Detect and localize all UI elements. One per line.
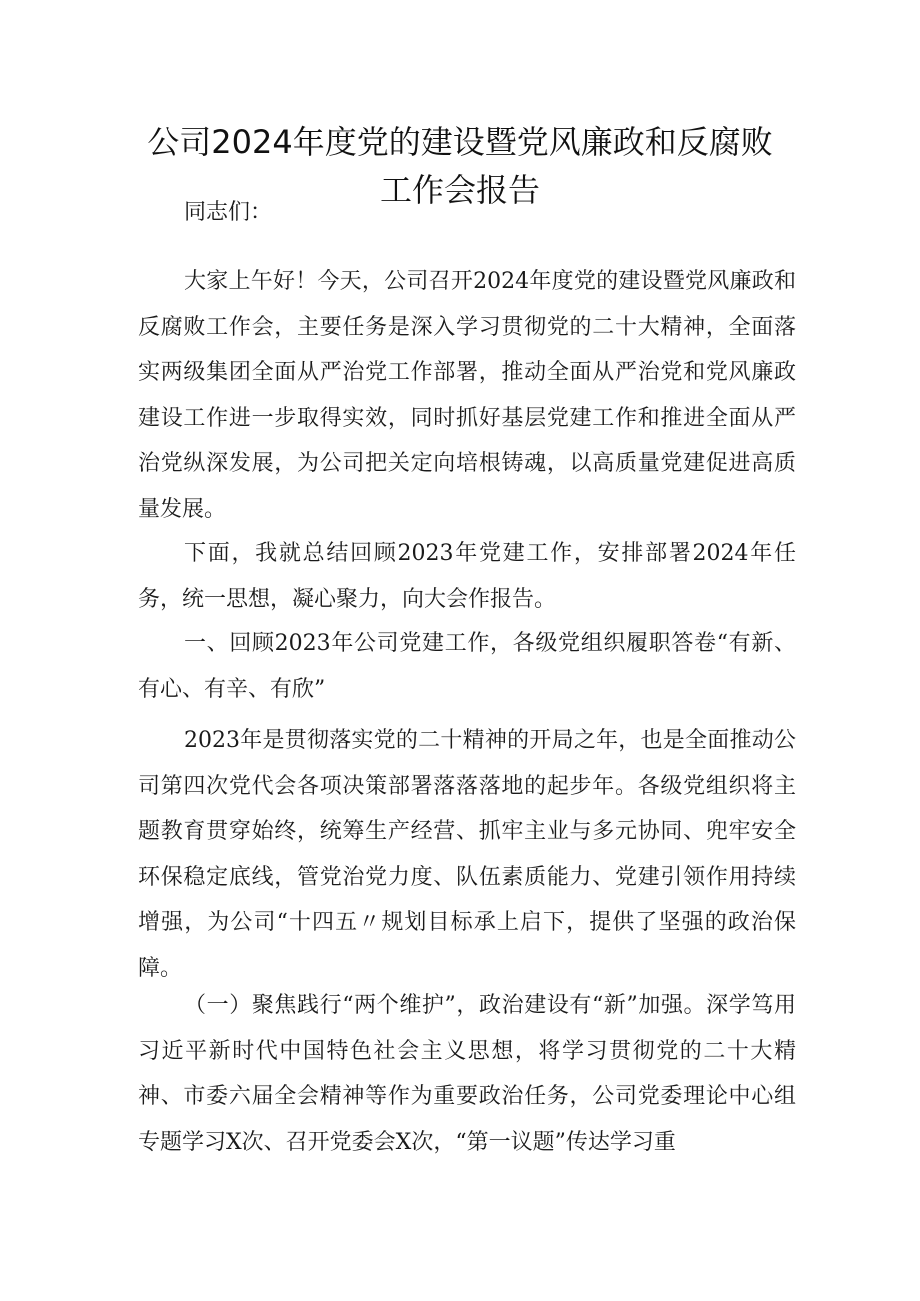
salutation-block: [138, 190, 796, 236]
document-title-line-2: 工作会报告: [379, 171, 540, 209]
paragraph-4: （一）聚焦践行“两个维护”，政治建设有“新”加强。深学笃用习近平新时代中国特色社会主义思想，将学习贯彻党的二十大精神、市委六届全会精神等作为重要政治任务，公司党委理论中心组专题学习X次、召开党委会X次，“第一议题”传达学习重: [138, 993, 796, 1155]
salutation: 同志们：: [184, 200, 273, 225]
paragraph-block-2: [138, 531, 796, 622]
paragraph-block-1: [138, 259, 796, 532]
section-heading-1: 一、回顾2023年公司党建工作，各级党组织履职答卷“有新、有心、有辛、有欣”: [138, 631, 796, 702]
paragraph-block-4: [138, 718, 796, 991]
paragraph-1: 大家上午好！今天，公司召开2024年度党的建设暨党风廉政和反腐败工作会，主要任务是深入学习贯彻党的二十大精神，全面落实两级集团全面从严治党工作部署，推动全面从严治党和党风廉政建设工作进一步取得实效，同时抓好基层党建工作和推进全面从严治党纵深发展，为公司把关定向培根铸魂，以高质量党建促进高质量发展。: [138, 269, 796, 522]
paragraph-block-3: [138, 621, 796, 712]
document-title-line-1: 公司2024年度党的建设暨党风廉政和反腐败: [147, 123, 773, 161]
paragraph-block-5: [138, 983, 796, 1165]
paragraph-2: 下面，我就总结回顾2023年党建工作，安排部署2024年任务，统一思想，凝心聚力，向大会作报告。: [138, 541, 796, 612]
paragraph-3: 2023年是贯彻落实党的二十精神的开局之年，也是全面推动公司第四次党代会各项决策部署落落落地的起步年。各级党组织将主题教育贯穿始终，统筹生产经营、抓牢主业与多元协同、兜牢安全环保稳定底线，管党治党力度、队伍素质能力、党建引领作用持续增强，为公司“十四五〃规划目标承上启下，提供了坚强的政治保障。: [138, 728, 796, 981]
